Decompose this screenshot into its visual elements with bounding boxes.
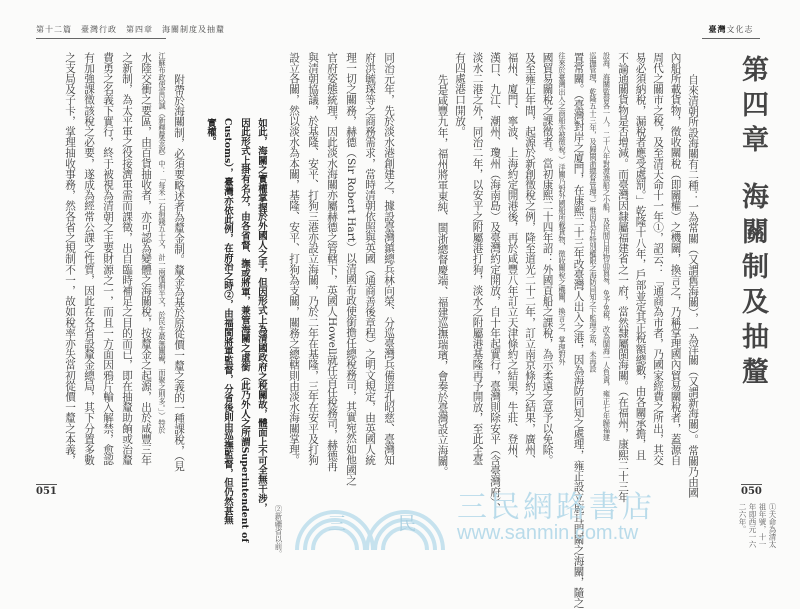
text-column: 淡水二港之外，同治二年，以安平之附屬港打狗，淡水之附屬港基隆再予開放，至此全臺: [471, 52, 484, 466]
text-column: 漢口、九江、潮州、瓊州（海南島）及臺灣約定開放，自十年起實行，臺灣則除安平（含臺灣府）、: [489, 52, 501, 514]
text-column: 同治元年，先於淡水港創建之，據設臺灣鎮總兵林向榮、分巡臺灣兵備道孔昭慈、臺灣知: [383, 52, 395, 466]
text-column: 因此形式上掛有名分，由各省督、撫或將軍，兼管海關之虛銜（此乃外人之所謂Superintendent of: [239, 118, 250, 543]
text-column: 不論通關貨物是否增減。而臺灣因隸屬福建省之一府，當然隸屬閩海關。（在福州，康熙二十三年: [617, 52, 629, 503]
text-column: 設立各關，然以淡水為本關，基隆、安平、打狗為支關，關務之總轄則由淡水海關掌理。: [288, 52, 300, 466]
text-column: 置常關。（臺灣對岸之廈門，在康熙二十三年改臺灣人出入之港，因為海防同知之處理，雍正設立鹿耳門關之海關，隨之: [572, 52, 585, 609]
text-column: 之支局及子卡，掌理抽收事務，然各省之規制不一，故如稅率亦失當初從價一釐之本義，: [64, 52, 76, 466]
text-column: 有四處港口開放。: [454, 52, 466, 137]
sanmin-logo-icon: [292, 480, 452, 550]
text-column: 先是咸豐九年，福州將軍東純、閩浙總督慶端、福建巡撫瑞璸，會奏於臺灣設立海關。: [436, 74, 449, 477]
chapter-number: 第四章: [737, 55, 768, 160]
watermark-url: www.sanmin.com.tw: [457, 522, 639, 544]
chapter-title: [733, 55, 772, 392]
text-column: 福州、廈門、寧波、上海約定開港後，再於咸豐八年訂立天津條約之結果，牛莊、登州、: [506, 52, 519, 466]
text-column: 與清朝協議，於基隆、安平、打狗三港亦設立海關，乃於二年在基隆，三年在安平及打狗: [307, 52, 319, 466]
running-head-right: [702, 24, 760, 39]
text-column: 及至雍正年間，起源於新創徵稅之例，降至道光二十二年，訂立南京條約之結果，廣州、: [524, 52, 536, 466]
text-column: 附帶於海關制，必須要略述者為釐金制。釐金為基於原從價一釐之義的一種課稅，（見: [173, 74, 185, 472]
watermark-logo-char: 三: [328, 514, 346, 535]
text-column: 官府姿態統理，因此淡水海關亦屬赫德之管轄下，英國人Howell就任首任稅務司，赫德再: [326, 52, 338, 472]
text-column: 如此，海關之實權掌握於外國人之手，但因形式上為清國政府之稅關故，體面上不可全無干涉，: [256, 118, 267, 513]
running-head-right-rest: 文化志: [726, 25, 754, 34]
text-column: 往來於臺灣出入之商船亦被徵稅。）洋關乃對外國船所載貨物，徵收關稅之機關，換言之，掌理對外: [558, 52, 567, 366]
text-column: 周代之關市之稅，及至清天命十一年①，詔云：「通商為市者，乃國家經費之所出，其交: [652, 52, 664, 466]
text-column: 費勇之名義下實行，終于被視為清朝之主要財源之一，而且一方面因鴉片輸入解禁，愈認: [102, 52, 114, 466]
text-column: 易必須納稅，漏稅者應受處罰。」乾隆十八年，戶部並定其正稅額總數，由各關承擔，且: [634, 52, 647, 461]
paragraph-gap: [188, 52, 202, 467]
text-column: 巡撫管理，乾隆五十三年，及歸閩浙總督管理。）惟因具有特別權限之海防同知之下監理之故，未再設: [589, 52, 598, 373]
text-column: Customs），臺灣亦依此例，在府治之時②，由福閩將軍監督，分省後則由巡撫監督，但仍然甚無: [222, 118, 233, 525]
text-column: 設海，海關監督各一人，二十八年對渡漁船之小船，及民間日用物品貿易，免予免稅，改為閩海一人負責，雍正七年歸福建: [602, 52, 612, 441]
footnote-right-text: ①天命為清太祖年號，十一年即西元一六二六年。: [738, 503, 777, 548]
text-column: 國貿易關稅之課徵者。當初康熙二十四年詔：外國貢船之課稅，為示柔遠之意予以免除。: [541, 52, 554, 466]
footnote-right: [737, 503, 777, 553]
running-head-right-bold: 臺灣: [708, 24, 727, 34]
text-column: 水陸交衝之要區，由百貨抽收者，亦可認為變體之海關稅，按釐金之起源，出於咸豐三年: [140, 52, 152, 466]
watermark: [292, 480, 712, 550]
text-column: 之新制，為太平軍之役接濟軍需而課徵，出自臨時補足之目的而已，即在抽釐助餉或治釐: [121, 52, 133, 466]
text-column: 江蘇布政使雷以諴（新釋釐金說）中：「每米一石捐錢五十文，計一兩僅捐半文，於民生最無關礙，而聚之則多。」）特於: [158, 52, 167, 434]
watermark-logo-char: 民: [398, 514, 416, 535]
watermark-name: 三民網路書店: [457, 490, 655, 525]
footnote-left: ②新疆省以前。: [274, 505, 283, 558]
text-column: 自來清朝所設海關有二種：一為常關（又謂舊海關），一為洋關（又謂新海關）。常關乃由國: [687, 74, 699, 498]
paragraph-gap: [270, 52, 284, 467]
text-column: 理一切之關務，赫德（Sir Robert Hart）以清國布政使銜擔任總稅務司，其實宛然如他國之: [345, 52, 357, 486]
text-column: 實權。: [205, 118, 216, 147]
text-column: 有加強課徵該稅之必要，遂成為經常公課之性質，因此在各省設釐金總局，其下分置多數: [83, 52, 95, 466]
text-column: 內船所載貨物，徵收關稅（即關權）之機關，換言之，乃稱掌理國內貿易關稅者，蓋源自: [669, 52, 682, 466]
page-number-left: 051: [36, 486, 57, 497]
running-head-left: 第十二篇 臺灣行政 第四章 海關制度及抽釐: [36, 24, 166, 39]
page-number-right: 050: [741, 486, 762, 497]
chapter-heading: 海關制及抽釐: [737, 182, 768, 392]
text-column: 府洪毓琛等之商務需求，當時清朝依照與英國（通商善後章程）之明文規定，由英國人統: [364, 52, 376, 466]
